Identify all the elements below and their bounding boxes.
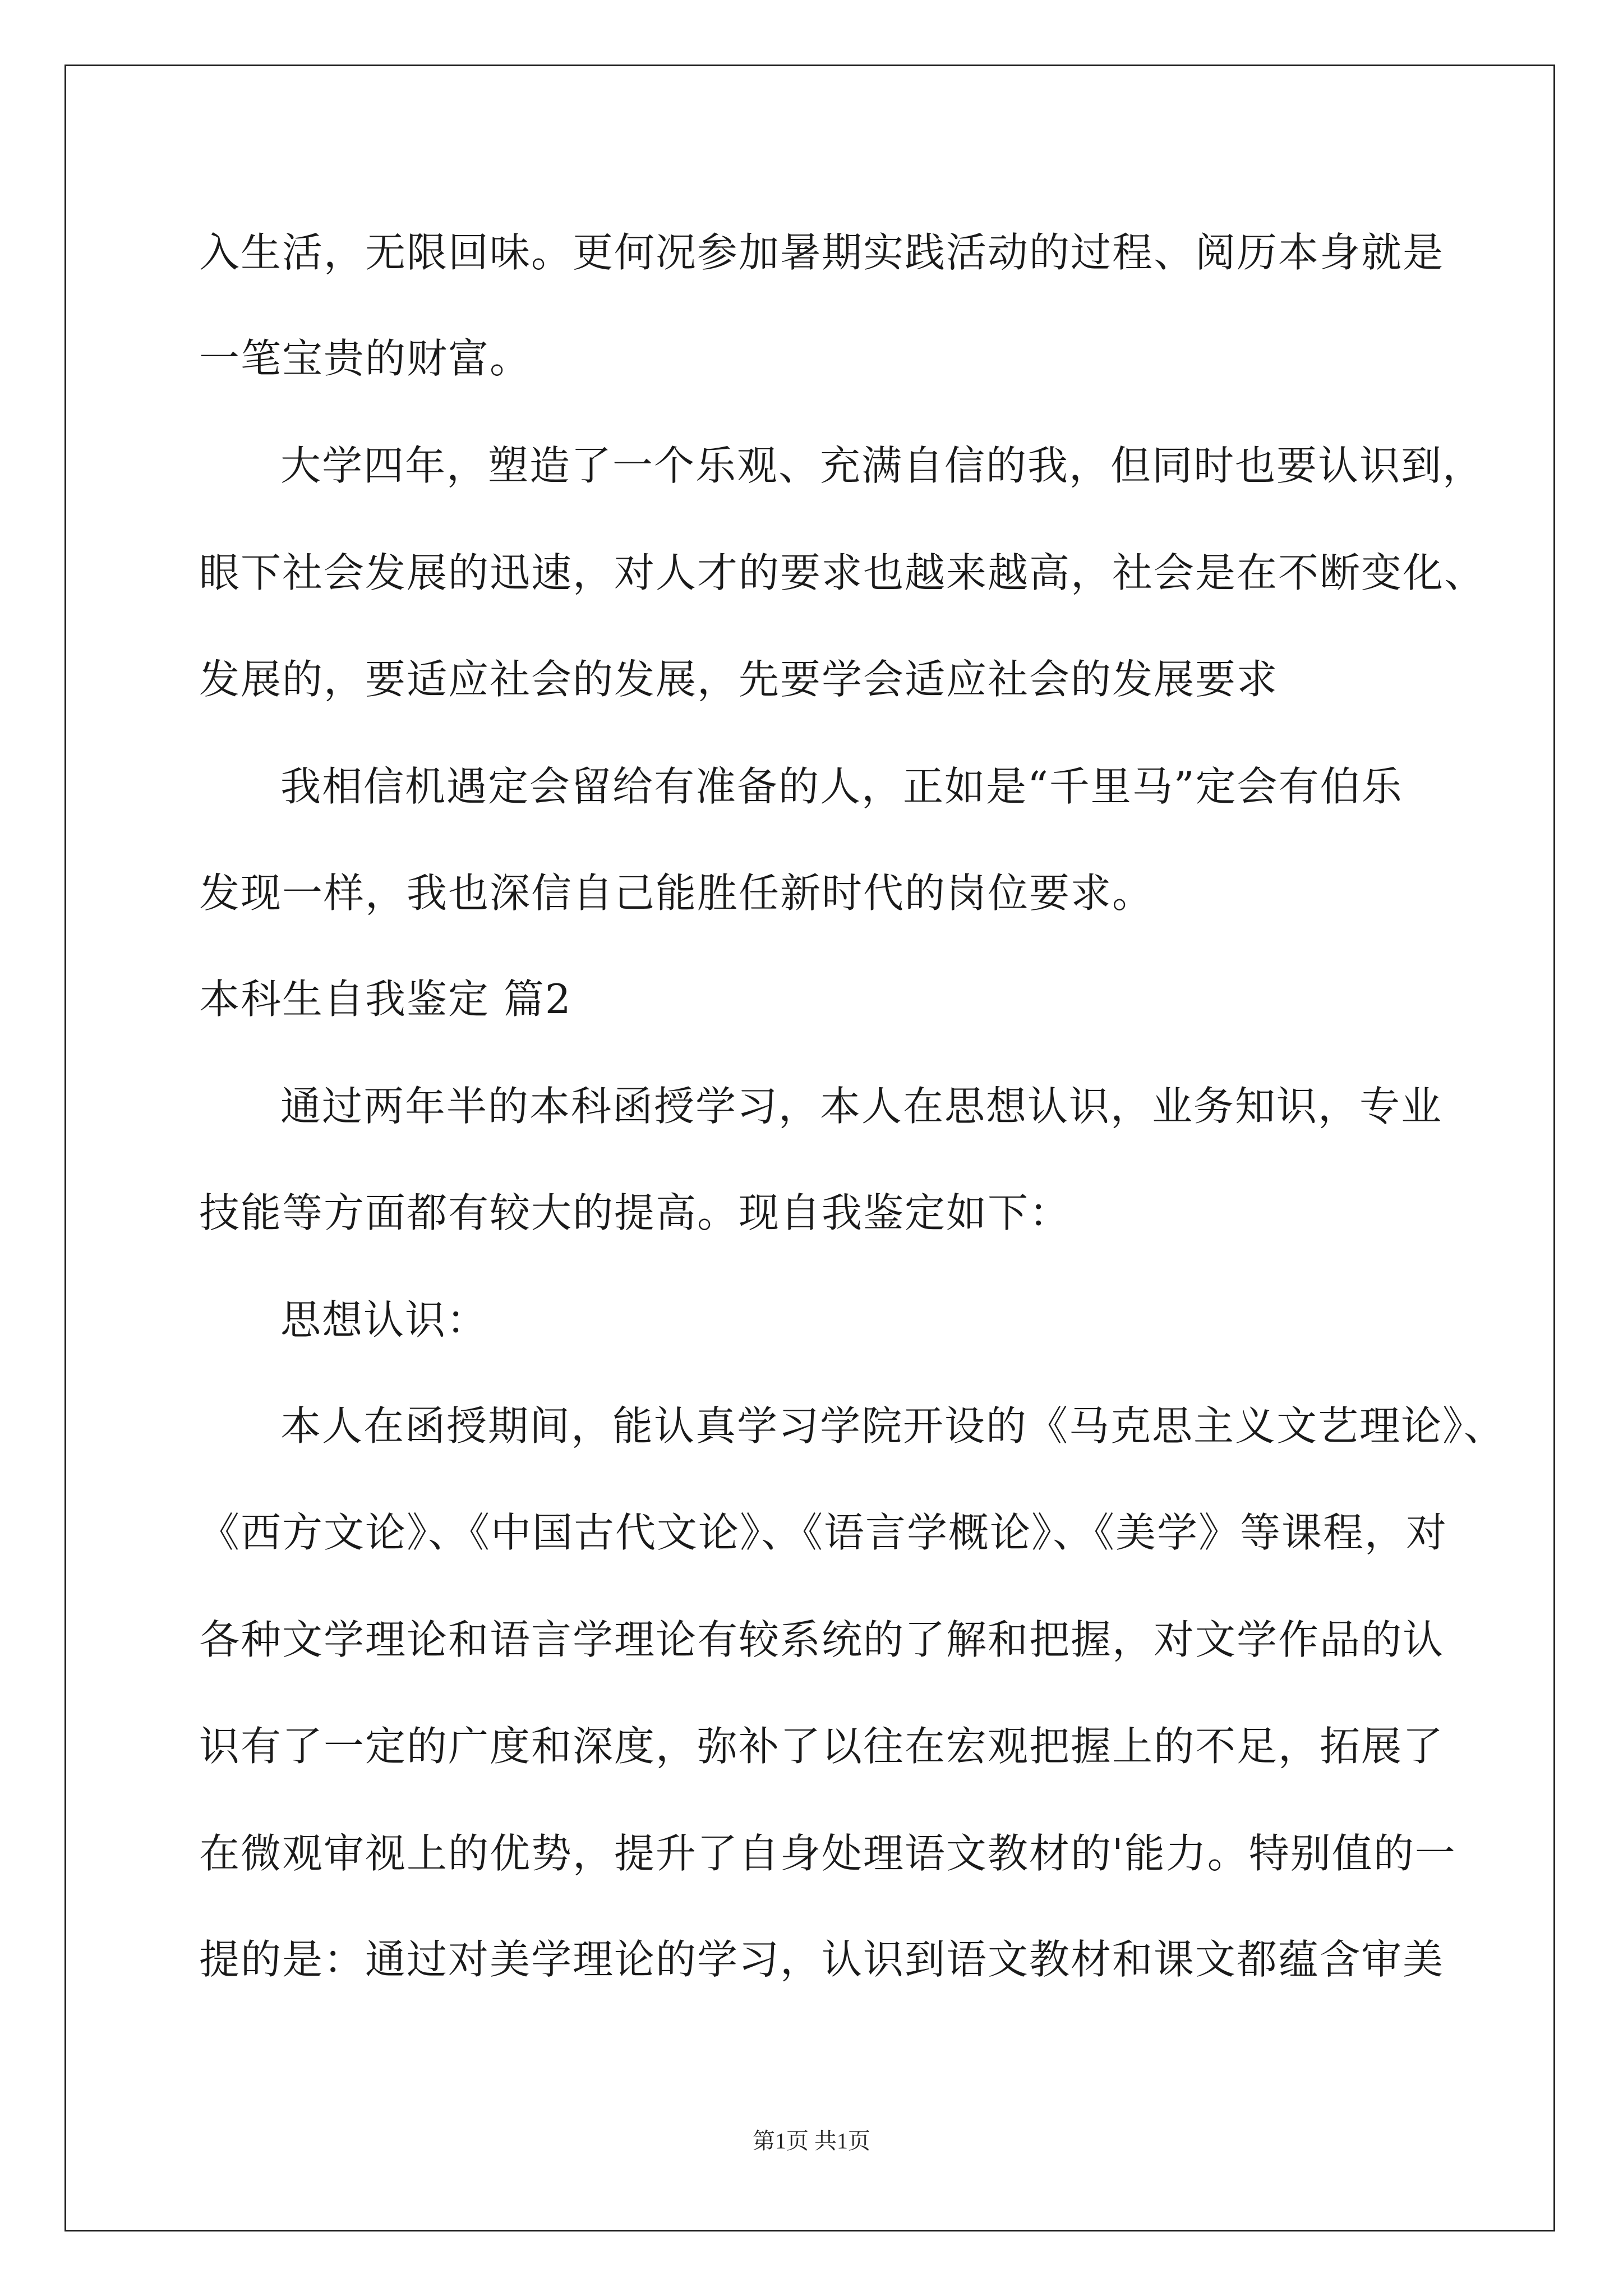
text-line: 我相信机遇定会留给有准备的人，正如是“千里马”定会有伯乐 <box>280 763 1403 810</box>
text-line: 提的是：通过对美学理论的学习，认识到语文教材和课文都蕴含审美 <box>199 1936 1445 1983</box>
text-line: 识有了一定的广度和深度，弥补了以往在宏观把握上的不足，拓展了 <box>199 1723 1445 1770</box>
page-border <box>64 65 1555 2231</box>
text-line: 通过两年半的本科函授学习，本人在思想认识，业务知识，专业 <box>280 1083 1443 1130</box>
text-line: 大学四年，塑造了一个乐观、充满自信的我，但同时也要认识到， <box>280 442 1484 489</box>
section-heading: 本科生自我鉴定 篇2 <box>199 976 572 1023</box>
text-line: 发展的，要适应社会的发展，先要学会适应社会的发展要求 <box>199 656 1279 703</box>
text-line: 一笔宝贵的财富。 <box>199 335 532 382</box>
page-footer: 第1页 共1页 <box>753 2128 870 2154</box>
text-line: 发现一样，我也深信自己能胜任新时代的岗位要求。 <box>199 869 1154 917</box>
subheading: 思想认识： <box>280 1296 488 1343</box>
text-line: 本人在函授期间，能认真学习学院开设的《马克思主义文艺理论》、 <box>280 1402 1506 1450</box>
text-line: 在微观审视上的优势，提升了自身处理语文教材的'能力。特别值的一 <box>199 1830 1456 1877</box>
text-line: 技能等方面都有较大的提高。现自我鉴定如下： <box>199 1189 1071 1236</box>
text-line: 《西方文论》、《中国古代文论》、《语言学概论》、《美学》等课程，对 <box>199 1509 1448 1556</box>
text-line: 各种文学理论和语言学理论有较系统的了解和把握，对文学作品的认 <box>199 1616 1445 1663</box>
text-line: 入生活，无限回味。更何况参加暑期实践活动的过程、阅历本身就是 <box>199 229 1445 276</box>
text-line: 眼下社会发展的迅速，对人才的要求也越来越高，社会是在不断变化、 <box>199 549 1486 596</box>
